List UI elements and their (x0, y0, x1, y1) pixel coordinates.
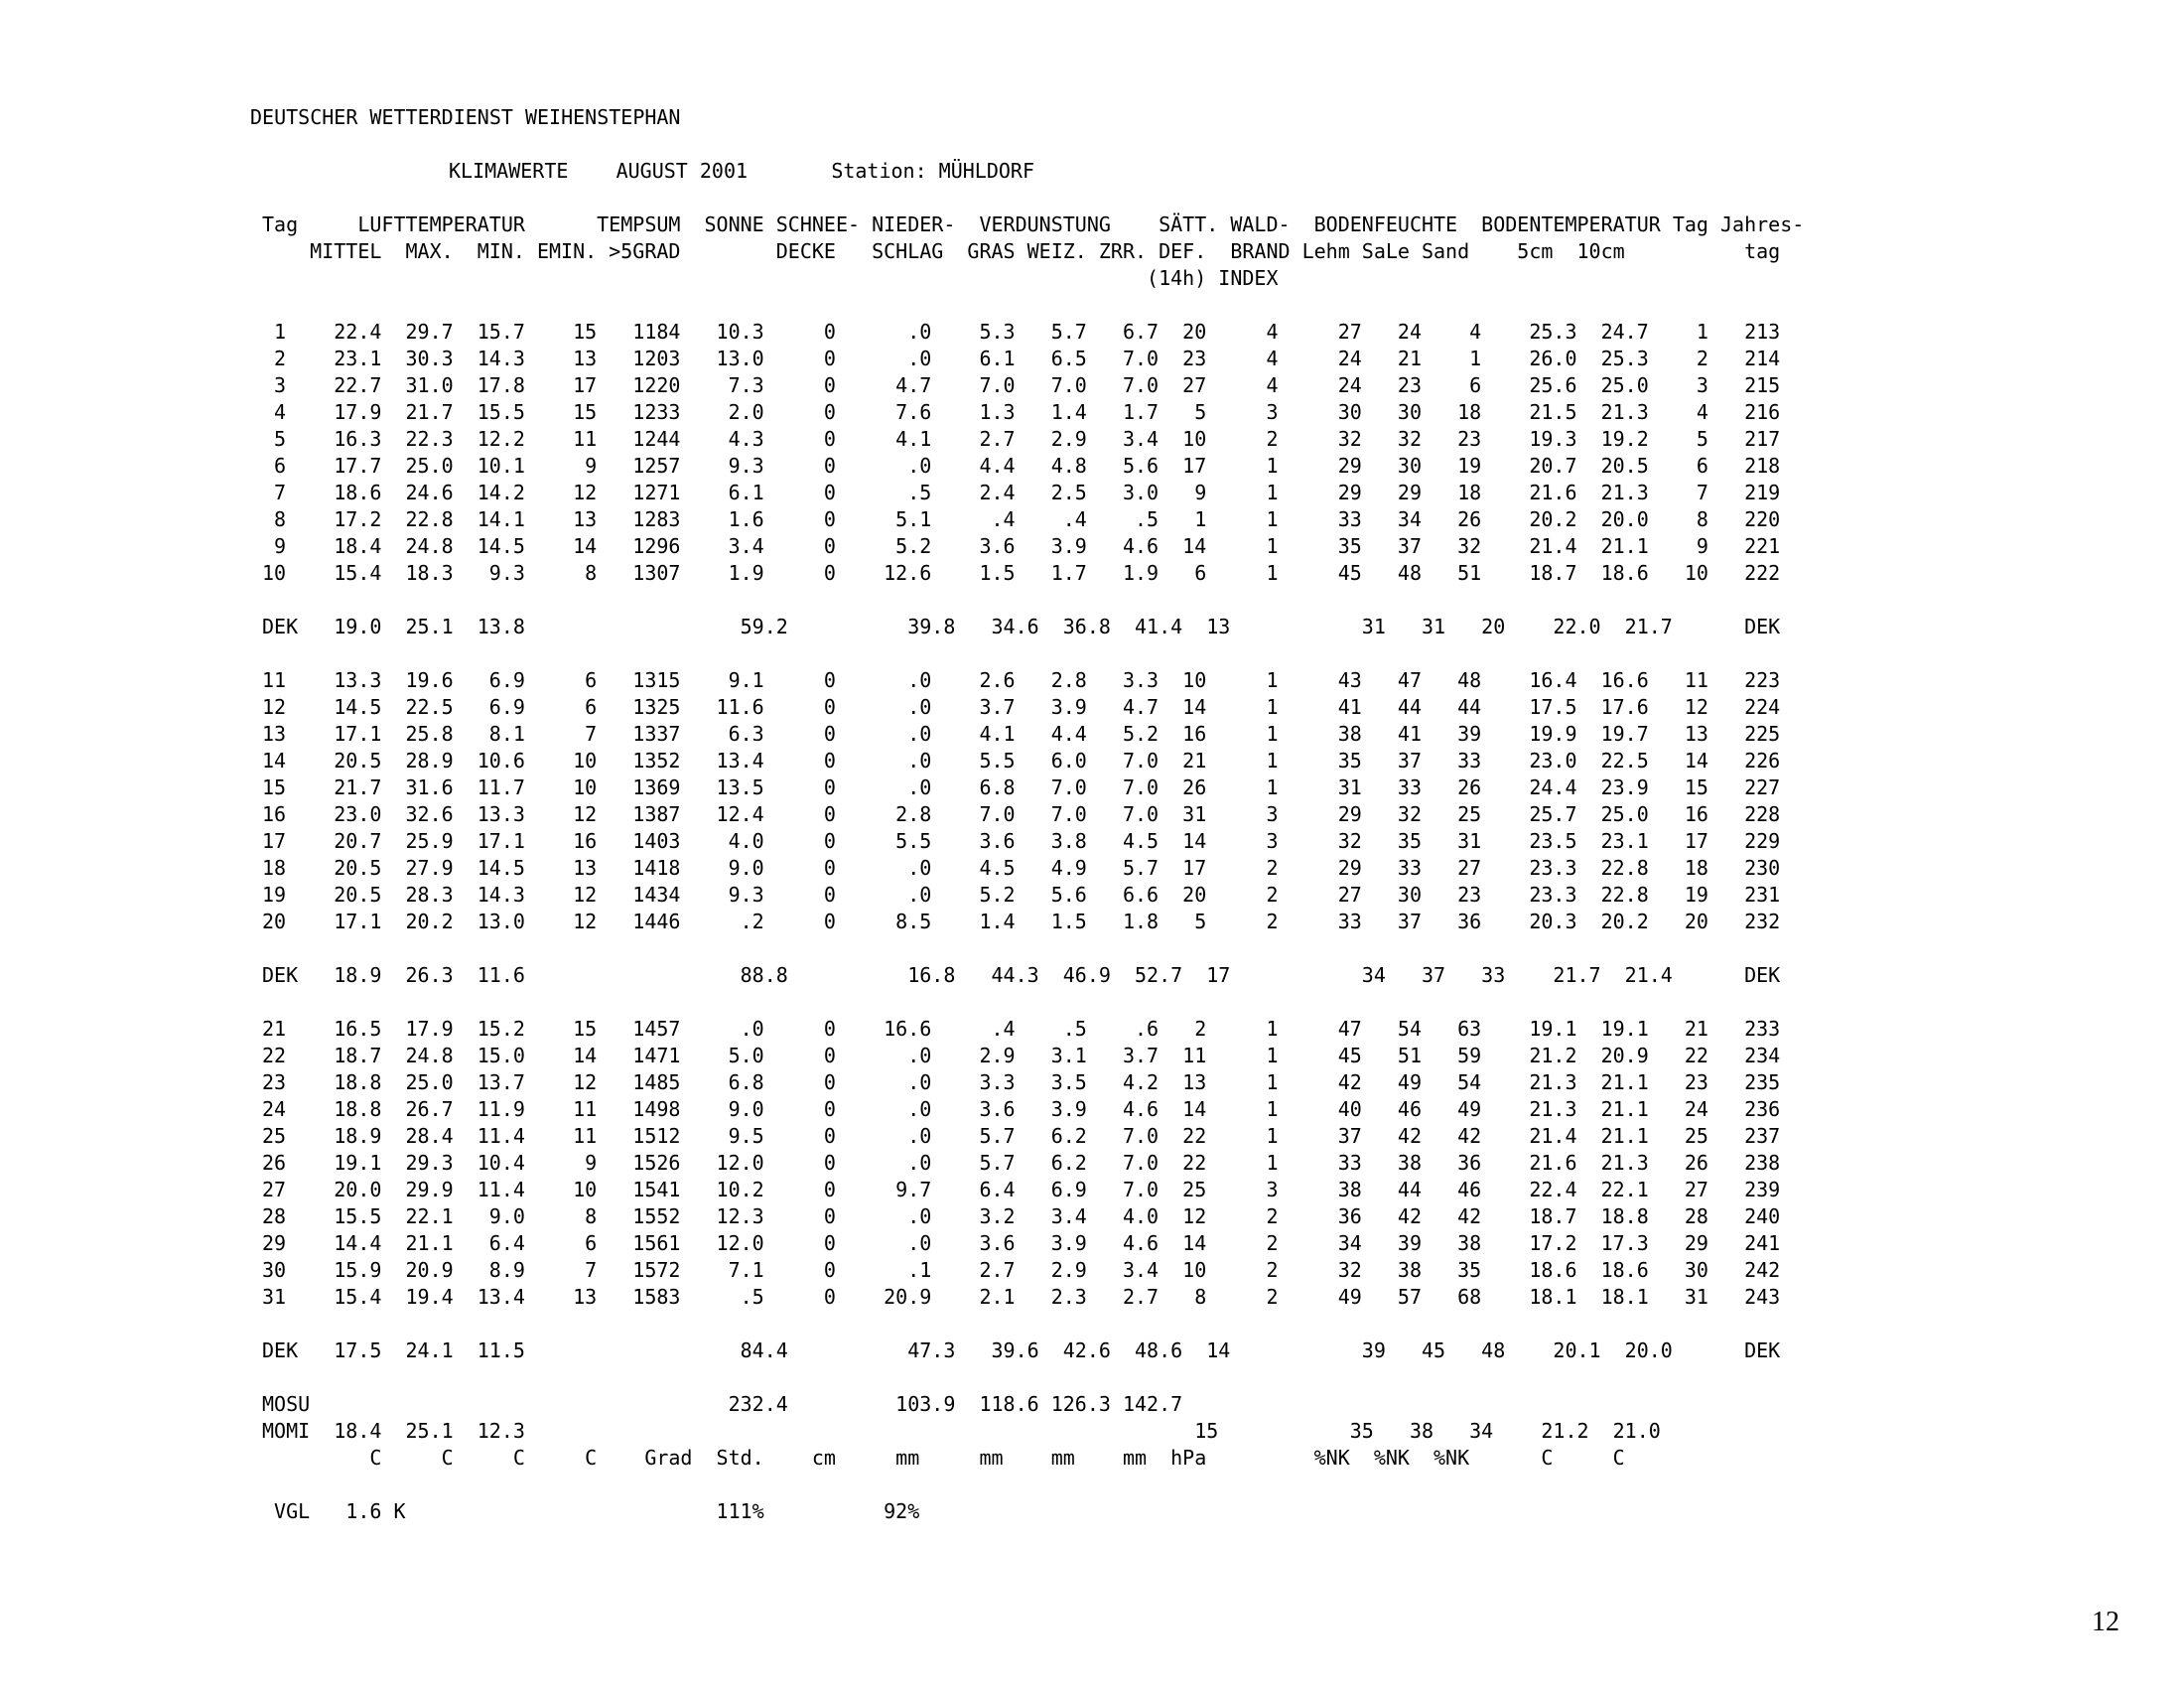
table-row: 12 14.5 22.5 6.9 6 1325 11.6 0 .0 3.7 3.9 4.7 14 1 41 44 44 17.5 17.6 12 224 (262, 695, 1781, 719)
table-header (250, 211, 1804, 292)
table-row: 14 20.5 28.9 10.6 10 1352 13.4 0 .0 5.5 6.0 7.0 21 1 35 37 33 23.0 22.5 14 226 (262, 749, 1781, 773)
decade-summary-row: DEK 19.0 25.1 13.8 59.2 39.8 34.6 36.8 41.4 13 31 31 20 22.0 21.7 DEK (262, 615, 1781, 638)
climate-report-sheet (250, 104, 1804, 1525)
table-row: 5 16.3 22.3 12.2 11 1244 4.3 0 4.1 2.7 2.9 3.4 10 2 32 32 23 19.3 19.2 5 217 (262, 427, 1781, 451)
header-line: Tag LUFTTEMPERATUR TEMPSUM SONNE SCHNEE- NIEDER- VERDUNSTUNG SÄTT. WALD- BODENFEUCHTE BODENTEMPERATUR Tag Jahres- (262, 212, 1805, 236)
table-row: 4 17.9 21.7 15.5 15 1233 2.0 0 7.6 1.3 1.4 1.7 5 3 30 30 18 21.5 21.3 4 216 (262, 400, 1781, 424)
monthly-summary (250, 1391, 1804, 1525)
table-row: 16 23.0 32.6 13.3 12 1387 12.4 0 2.8 7.0 7.0 7.0 31 3 29 32 25 25.7 25.0 16 228 (262, 802, 1781, 826)
table-row: 21 16.5 17.9 15.2 15 1457 .0 0 16.6 .4 .5 .6 2 1 47 54 63 19.1 19.1 21 233 (262, 1017, 1781, 1041)
table-row: 31 15.4 19.4 13.4 13 1583 .5 0 20.9 2.1 2.3 2.7 8 2 49 57 68 18.1 18.1 31 243 (262, 1285, 1781, 1309)
comparison-row: VGL 1.6 K 111% 92% (262, 1499, 920, 1523)
table-row: 10 15.4 18.3 9.3 8 1307 1.9 0 12.6 1.5 1.7 1.9 6 1 45 48 51 18.7 18.6 10 222 (262, 561, 1781, 585)
decade-3-table (250, 1016, 1804, 1391)
table-row: 26 19.1 29.3 10.4 9 1526 12.0 0 .0 5.7 6.2 7.0 22 1 33 38 36 21.6 21.3 26 238 (262, 1151, 1781, 1175)
header-line: MITTEL MAX. MIN. EMIN. >5GRAD DECKE SCHLAG GRAS WEIZ. ZRR. DEF. BRAND Lehm SaLe Sand 5cm 10cm tag (262, 239, 1781, 263)
monthly-sum-row: MOSU 232.4 103.9 118.6 126.3 142.7 (262, 1392, 1183, 1416)
header-line: (14h) INDEX (262, 266, 1279, 290)
table-row: 1 22.4 29.7 15.7 15 1184 10.3 0 .0 5.3 5.7 6.7 20 4 27 24 4 25.3 24.7 1 213 (262, 320, 1781, 344)
decade-summary-row: DEK 18.9 26.3 11.6 88.8 16.8 44.3 46.9 52.7 17 34 37 33 21.7 21.4 DEK (262, 963, 1781, 987)
table-row: 13 17.1 25.8 8.1 7 1337 6.3 0 .0 4.1 4.4 5.2 16 1 38 41 39 19.9 19.7 13 225 (262, 722, 1781, 746)
table-row: 8 17.2 22.8 14.1 13 1283 1.6 0 5.1 .4 .4 .5 1 1 33 34 26 20.2 20.0 8 220 (262, 507, 1781, 531)
decade-2-table (250, 667, 1804, 1016)
report-heading: DEUTSCHER WETTERDIENST WEIHENSTEPHAN (250, 105, 681, 129)
table-row: 27 20.0 29.9 11.4 10 1541 10.2 0 9.7 6.4 6.9 7.0 25 3 38 44 46 22.4 22.1 27 239 (262, 1178, 1781, 1201)
table-row: 6 17.7 25.0 10.1 9 1257 9.3 0 .0 4.4 4.8 5.6 17 1 29 30 19 20.7 20.5 6 218 (262, 454, 1781, 478)
table-row: 2 23.1 30.3 14.3 13 1203 13.0 0 .0 6.1 6.5 7.0 23 4 24 21 1 26.0 25.3 2 214 (262, 347, 1781, 370)
table-row: 23 18.8 25.0 13.7 12 1485 6.8 0 .0 3.3 3.5 4.2 13 1 42 49 54 21.3 21.1 23 235 (262, 1070, 1781, 1094)
table-row: 30 15.9 20.9 8.9 7 1572 7.1 0 .1 2.7 2.9 3.4 10 2 32 38 35 18.6 18.6 30 242 (262, 1258, 1781, 1282)
table-row: 20 17.1 20.2 13.0 12 1446 .2 0 8.5 1.4 1.5 1.8 5 2 33 37 36 20.3 20.2 20 232 (262, 910, 1781, 933)
monthly-mean-row: MOMI 18.4 25.1 12.3 15 35 38 34 21.2 21.0 (262, 1419, 1661, 1443)
table-row: 15 21.7 31.6 11.7 10 1369 13.5 0 .0 6.8 7.0 7.0 26 1 31 33 26 24.4 23.9 15 227 (262, 775, 1781, 799)
decade-summary-row: DEK 17.5 24.1 11.5 84.4 47.3 39.6 42.6 48.6 14 39 45 48 20.1 20.0 DEK (262, 1338, 1781, 1362)
table-row: 24 18.8 26.7 11.9 11 1498 9.0 0 .0 3.6 3.9 4.6 14 1 40 46 49 21.3 21.1 24 236 (262, 1097, 1781, 1121)
units-row: C C C C Grad Std. cm mm mm mm mm hPa %NK %NK %NK C C (262, 1446, 1625, 1470)
table-row: 17 20.7 25.9 17.1 16 1403 4.0 0 5.5 3.6 3.8 4.5 14 3 32 35 31 23.5 23.1 17 229 (262, 829, 1781, 853)
table-row: 18 20.5 27.9 14.5 13 1418 9.0 0 .0 4.5 4.9 5.7 17 2 29 33 27 23.3 22.8 18 230 (262, 856, 1781, 880)
table-row: 29 14.4 21.1 6.4 6 1561 12.0 0 .0 3.6 3.9 4.6 14 2 34 39 38 17.2 17.3 29 241 (262, 1231, 1781, 1255)
table-row: 22 18.7 24.8 15.0 14 1471 5.0 0 .0 2.9 3.1 3.7 11 1 45 51 59 21.2 20.9 22 234 (262, 1044, 1781, 1067)
table-row: 25 18.9 28.4 11.4 11 1512 9.5 0 .0 5.7 6.2 7.0 22 1 37 42 42 21.4 21.1 25 237 (262, 1124, 1781, 1148)
table-row: 3 22.7 31.0 17.8 17 1220 7.3 0 4.7 7.0 7.0 7.0 27 4 24 23 6 25.6 25.0 3 215 (262, 373, 1781, 397)
table-row: 7 18.6 24.6 14.2 12 1271 6.1 0 .5 2.4 2.5 3.0 9 1 29 29 18 21.6 21.3 7 219 (262, 481, 1781, 504)
table-row: 19 20.5 28.3 14.3 12 1434 9.3 0 .0 5.2 5.6 6.6 20 2 27 30 23 23.3 22.8 19 231 (262, 883, 1781, 907)
table-row: 11 13.3 19.6 6.9 6 1315 9.1 0 .0 2.6 2.8 3.3 10 1 43 47 48 16.4 16.6 11 223 (262, 668, 1781, 692)
page-number: 12 (2092, 1607, 2119, 1637)
table-row: 28 15.5 22.1 9.0 8 1552 12.3 0 .0 3.2 3.4 4.0 12 2 36 42 42 18.7 18.8 28 240 (262, 1204, 1781, 1228)
decade-1-table (250, 319, 1804, 667)
report-subheading: KLIMAWERTE AUGUST 2001 Station: MÜHLDORF (449, 159, 1035, 183)
table-row: 9 18.4 24.8 14.5 14 1296 3.4 0 5.2 3.6 3.9 4.6 14 1 35 37 32 21.4 21.1 9 221 (262, 534, 1781, 558)
